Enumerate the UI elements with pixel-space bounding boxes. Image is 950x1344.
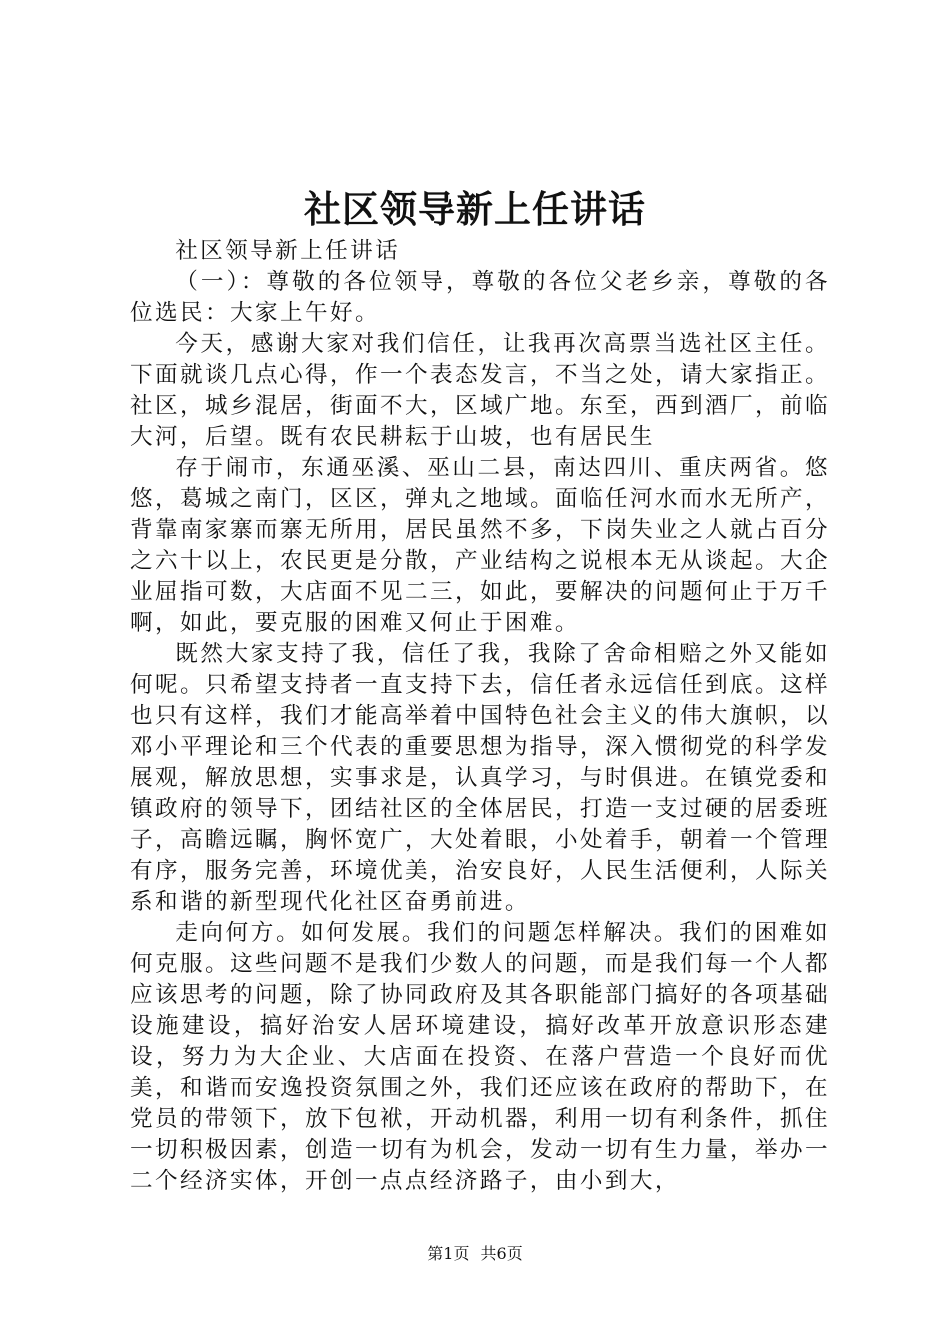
paragraph-intro: 今天，感谢大家对我们信任，让我再次高票当选社区主任。下面就谈几点心得，作一个表态发言，不当之处，请大家指正。社区，城乡混居，街面不大，区域广地。东至，西到酒厂，前临大河，后望。既有农民耕耘于山坡，也有居民生	[130, 331, 830, 450]
page-footer	[0, 1243, 950, 1265]
paragraph-direction: 走向何方。如何发展。我们的问题怎样解决。我们的困难如何克服。这些问题不是我们少数人的问题，而是我们每一个人都应该思考的问题，除了协同政府及其各职能部门搞好的各项基础设施建设，搞好治安人居环境建设，搞好改革开放意识形态建设，努力为大企业、大店面在投资、在落户营造一个良好而优美，和谐而安逸投资氛围之外，我们还应该在政府的帮助下，在党员的带领下，放下包袱，开动机器，利用一切有利条件，抓住一切积极因素，创造一切有为机会，发动一切有生力量，举办一二个经济实体，开创一点点经济路子，由小到大，	[130, 920, 830, 1194]
paragraph-commitment: 既然大家支持了我，信任了我，我除了舍命相赔之外又能如何呢。只希望支持者一直支持下去，信任者永远信任到底。这样也只有这样，我们才能高举着中国特色社会主义的伟大旗帜，以邓小平理论和三个代表的重要思想为指导，深入惯彻党的科学发展观，解放思想，实事求是，认真学习，与时俱进。在镇党委和镇政府的领导下，团结社区的全体居民，打造一支过硬的居委班子，高瞻远瞩，胸怀宽广，大处着眼，小处着手，朝着一个管理有序，服务完善，环境优美，治安良好，人民生活便利，人际关系和谐的新型现代化社区奋勇前进。	[130, 641, 830, 915]
page-number: 第1页	[427, 1244, 470, 1263]
paragraph-subtitle: 社区领导新上任讲话	[175, 238, 401, 264]
page-total: 共6页	[480, 1244, 523, 1263]
document-body	[130, 236, 830, 1197]
document-title: 社区领导新上任讲话	[304, 187, 646, 231]
paragraph-situation: 存于闹市，东通巫溪、巫山二县，南达四川、重庆两省。悠悠，葛城之南门，区区，弹丸之地域。面临任河水而水无所产，背靠南家寨而寨无所用，居民虽然不多，下岗失业之人就占百分之六十以上，农民更是分散，产业结构之说根本无从谈起。大企业屈指可数，大店面不见二三，如此，要解决的问题何止于万千啊，如此，要克服的困难又何止于困难。	[130, 455, 830, 636]
paragraph-greeting: （一）：尊敬的各位领导，尊敬的各位父老乡亲，尊敬的各位选民：大家上午好。	[130, 269, 830, 326]
